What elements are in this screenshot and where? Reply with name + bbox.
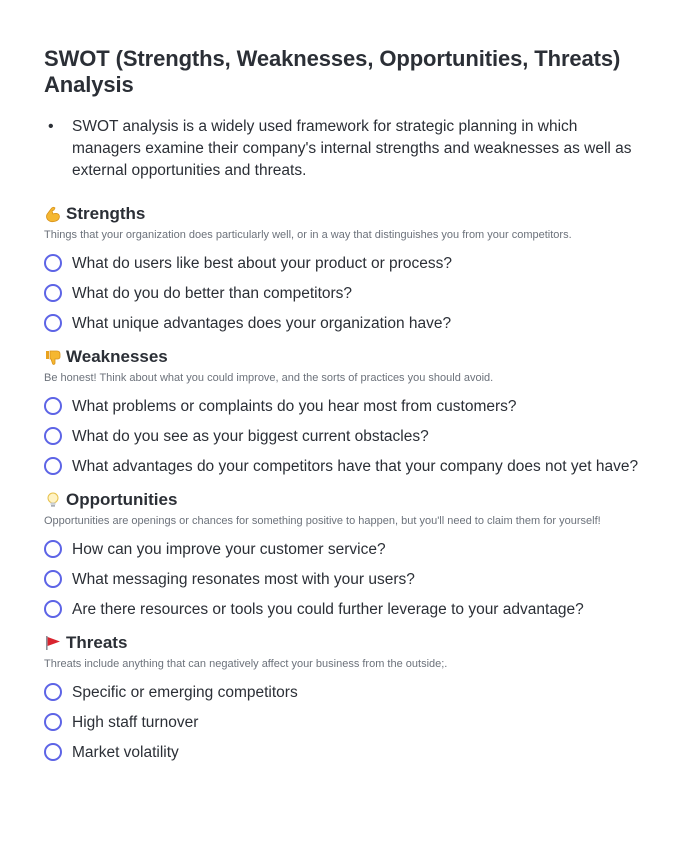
section-opportunities bbox=[44, 488, 640, 621]
checklist-item-text: Market volatility bbox=[72, 744, 179, 761]
checklist bbox=[44, 539, 640, 621]
section-title: Strengths bbox=[66, 204, 146, 223]
section-title: Threats bbox=[66, 633, 128, 652]
page-title: SWOT (Strengths, Weaknesses, Opportunities, Threats) Analysis bbox=[44, 46, 621, 97]
section-weaknesses bbox=[44, 345, 640, 478]
checkbox[interactable] bbox=[44, 600, 62, 618]
checklist-item-text: What do users like best about your product or process? bbox=[72, 255, 452, 272]
checkbox[interactable] bbox=[44, 683, 62, 701]
thumbs-down-icon bbox=[44, 347, 66, 367]
intro-bullet bbox=[44, 116, 640, 182]
checklist-item-text: Specific or emerging competitors bbox=[72, 684, 298, 701]
checklist-item[interactable] bbox=[44, 682, 640, 704]
section-title: Weaknesses bbox=[66, 347, 168, 366]
section-header bbox=[44, 488, 640, 512]
checklist-item[interactable] bbox=[44, 539, 640, 561]
checklist-item[interactable] bbox=[44, 253, 640, 275]
checkbox[interactable] bbox=[44, 284, 62, 302]
checklist-item-text: What messaging resonates most with your users? bbox=[72, 571, 415, 588]
checklist-item[interactable] bbox=[44, 396, 640, 418]
checkbox[interactable] bbox=[44, 397, 62, 415]
checklist-item[interactable] bbox=[44, 426, 640, 448]
section-header bbox=[44, 631, 640, 655]
checklist-item[interactable] bbox=[44, 569, 640, 591]
section-description: Things that your organization does particularly well, or in a way that distinguishes you from your competitors. bbox=[44, 229, 572, 241]
checklist-item[interactable] bbox=[44, 712, 640, 734]
checklist-item-text: What advantages do your competitors have that your company does not yet have? bbox=[72, 458, 639, 475]
checklist-item-text: How can you improve your customer service? bbox=[72, 541, 386, 558]
checkbox[interactable] bbox=[44, 314, 62, 332]
red-flag-icon bbox=[44, 633, 66, 653]
checklist-item[interactable] bbox=[44, 599, 640, 621]
section-title: Opportunities bbox=[66, 490, 178, 509]
flexed-biceps-icon bbox=[44, 204, 66, 224]
checklist-item-text: What do you do better than competitors? bbox=[72, 285, 353, 302]
intro-text: SWOT analysis is a widely used framework for strategic planning in which managers examine their company's internal strengths and weaknesses as well as external opportunities and threats. bbox=[72, 118, 632, 179]
checkbox[interactable] bbox=[44, 570, 62, 588]
light-bulb-icon bbox=[44, 490, 66, 510]
section-description: Opportunities are openings or chances for something positive to happen, but you'll need to claim them for yourself! bbox=[44, 515, 601, 527]
section-threats bbox=[44, 631, 640, 764]
checklist-item-text: What unique advantages does your organization have? bbox=[72, 315, 452, 332]
checklist-item[interactable] bbox=[44, 283, 640, 305]
checklist-item-text: High staff turnover bbox=[72, 714, 199, 731]
checklist-item-text: Are there resources or tools you could further leverage to your advantage? bbox=[72, 601, 584, 618]
checklist-item[interactable] bbox=[44, 456, 640, 478]
checklist-item-text: What do you see as your biggest current obstacles? bbox=[72, 428, 429, 445]
checklist bbox=[44, 396, 640, 478]
section-header bbox=[44, 345, 640, 369]
section-header bbox=[44, 202, 640, 226]
checklist-item-text: What problems or complaints do you hear most from customers? bbox=[72, 398, 517, 415]
section-description: Be honest! Think about what you could improve, and the sorts of practices you should avoid. bbox=[44, 372, 494, 384]
checkbox[interactable] bbox=[44, 457, 62, 475]
checklist bbox=[44, 682, 640, 764]
checklist-item[interactable] bbox=[44, 313, 640, 335]
checkbox[interactable] bbox=[44, 254, 62, 272]
bullet-icon: • bbox=[48, 118, 54, 135]
checklist bbox=[44, 253, 640, 335]
checkbox[interactable] bbox=[44, 743, 62, 761]
checkbox[interactable] bbox=[44, 540, 62, 558]
checklist-item[interactable] bbox=[44, 742, 640, 764]
section-description: Threats include anything that can negatively affect your business from the outside;. bbox=[44, 658, 448, 670]
section-strengths bbox=[44, 202, 640, 335]
checkbox[interactable] bbox=[44, 427, 62, 445]
checkbox[interactable] bbox=[44, 713, 62, 731]
